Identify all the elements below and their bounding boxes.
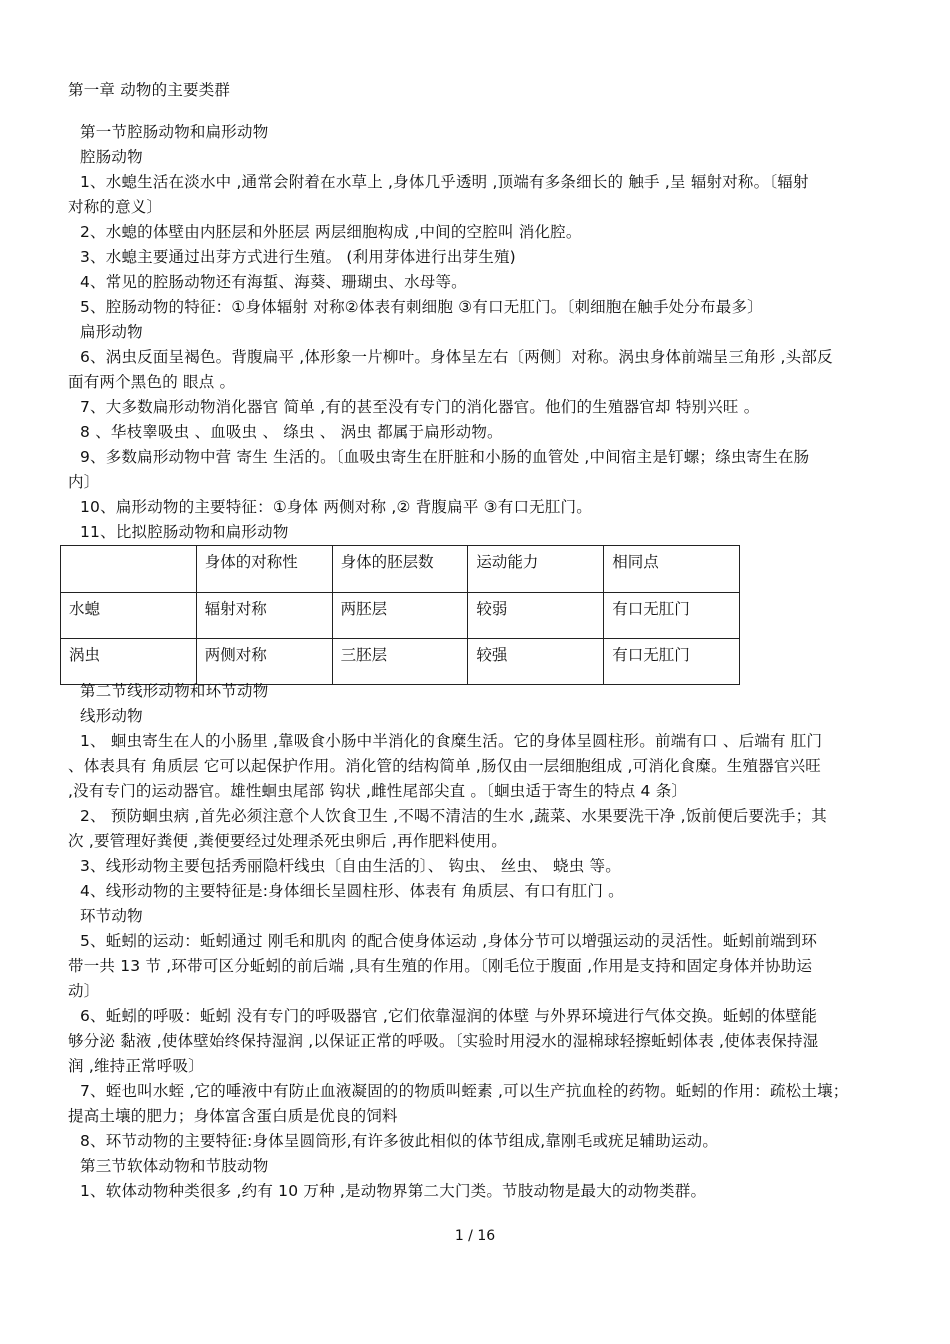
paragraph-line: 次 ,要管理好粪便 ,粪便要经过处理杀死虫卵后 ,再作肥料使用。 [68, 832, 507, 850]
paragraph-line: 1、 蛔虫寄生在人的小肠里 ,靠吸食小肠中半消化的食糜生活。它的身体呈圆柱形。前端有口 、后端有 肛门 [80, 732, 823, 750]
paragraph-line: 5、腔肠动物的特征：①身体辐射 对称②体表有刺细胞 ③有口无肛门。〔刺细胞在触手处分布最多〕 [80, 298, 763, 316]
table-cell: 涡虫 [61, 639, 197, 685]
paragraph-line: 面有两个黑色的 眼点 。 [68, 373, 236, 391]
paragraph-line: 6、蚯蚓的呼吸：蚯蚓 没有专门的呼吸器官 ,它们依靠湿润的体壁 与外界环境进行气体交换。蚯蚓的体壁能 [80, 1007, 818, 1025]
table-cell: 两胚层 [332, 593, 468, 639]
paragraph-line: 4、线形动物的主要特征是:身体细长呈圆柱形、体表有 角质层、有口有肛门 。 [80, 882, 624, 900]
paragraph-line: 提高土壤的肥力；身体富含蛋白质是优良的饲料 [68, 1107, 398, 1125]
paragraph-line: 11、比拟腔肠动物和扁形动物 [80, 523, 289, 541]
paragraph-line: 9、多数扁形动物中营 寄生 生活的。〔血吸虫寄生在肝脏和小肠的血管处 ,中间宿主是钉螺；绦虫寄生在肠 [80, 448, 810, 466]
table-header-cell [61, 546, 197, 593]
paragraph-line: 6、涡虫反面呈褐色。背腹扁平 ,体形象一片柳叶。身体呈左右〔两侧〕对称。涡虫身体前端呈三角形 ,头部反 [80, 348, 833, 366]
subsection-title: 环节动物 [80, 907, 143, 925]
paragraph-line: 10、扁形动物的主要特征：①身体 两侧对称 ,② 背腹扁平 ③有口无肛门。 [80, 498, 592, 516]
page-number: 1 / 16 [454, 1228, 496, 1244]
paragraph-line: ,没有专门的运动器官。雄性蛔虫尾部 钩状 ,雌性尾部尖直 。〔蛔虫适于寄生的特点 4 条〕 [68, 782, 688, 800]
table-row [61, 593, 740, 639]
table-cell: 辐射对称 [196, 593, 332, 639]
paragraph-line: 3、水螅主要通过出芽方式进行生殖。 (利用芽体进行出芽生殖) [80, 248, 516, 266]
table-cell: 较强 [468, 639, 604, 685]
table-row [61, 639, 740, 685]
table-cell: 有口无肛门 [604, 593, 740, 639]
paragraph-line: 2、水螅的体壁由内胚层和外胚层 两层细胞构成 ,中间的空腔叫 消化腔。 [80, 223, 582, 241]
paragraph-line: 内〕 [68, 473, 100, 491]
section-title: 第三节软体动物和节肢动物 [80, 1157, 269, 1175]
table-header-cell: 身体的对称性 [196, 546, 332, 593]
paragraph-line: 动〕 [68, 982, 100, 1000]
paragraph-line: 、体表具有 角质层 它可以起保护作用。消化管的结构简单 ,肠仅由一层细胞组成 ,可消化食糜。生殖器官兴旺 [68, 757, 821, 775]
paragraph-line: 7、蛭也叫水蛭 ,它的唾液中有防止血液凝固的的物质叫蛭素 ,可以生产抗血栓的药物。蚯蚓的作用：疏松土壤； [80, 1082, 849, 1100]
table-header-cell: 身体的胚层数 [332, 546, 468, 593]
table-header-cell: 相同点 [604, 546, 740, 593]
chapter-title: 第一章 动物的主要类群 [68, 81, 231, 99]
table-header-row [61, 546, 740, 593]
subsection-title: 线形动物 [80, 707, 143, 725]
table-header-cell: 运动能力 [468, 546, 604, 593]
paragraph-line: 够分泌 黏液 ,使体壁始终保持湿润 ,以保证正常的呼吸。〔实验时用浸水的湿棉球轻擦蚯蚓体表 ,使体表保持湿 [68, 1032, 819, 1050]
paragraph-line: 1、水螅生活在淡水中 ,通常会附着在水草上 ,身体几乎透明 ,顶端有多条细长的 触手 ,呈 辐射对称。〔辐射 [80, 173, 809, 191]
paragraph-line: 8 、华枝睾吸虫 、血吸虫 、 绦虫 、 涡虫 都属于扁形动物。 [80, 423, 503, 441]
comparison-table [60, 545, 740, 685]
section-title: 第二节线形动物和环节动物 [80, 682, 269, 700]
paragraph-line: 2、 预防蛔虫病 ,首先必须注意个人饮食卫生 ,不喝不清洁的生水 ,蔬菜、水果要洗干净 ,饭前便后要洗手；其 [80, 807, 828, 825]
table-cell: 水螅 [61, 593, 197, 639]
table-cell: 两侧对称 [196, 639, 332, 685]
table-cell: 三胚层 [332, 639, 468, 685]
paragraph-line: 4、常见的腔肠动物还有海蜇、海葵、珊瑚虫、水母等。 [80, 273, 467, 291]
paragraph-line: 3、线形动物主要包括秀丽隐杆线虫〔自由生活的〕、 钩虫、 丝虫、 蛲虫 等。 [80, 857, 621, 875]
paragraph-line: 7、大多数扁形动物消化器官 简单 ,有的甚至没有专门的消化器官。他们的生殖器官却 特别兴旺 。 [80, 398, 760, 416]
paragraph-line: 8、环节动物的主要特征:身体呈圆筒形,有许多彼此相似的体节组成,靠刚毛或疣足辅助运动。 [80, 1132, 719, 1150]
subsection-title: 扁形动物 [80, 323, 143, 341]
paragraph-line: 对称的意义〕 [68, 198, 163, 216]
paragraph-line: 1、软体动物种类很多 ,约有 10 万种 ,是动物界第二大门类。节肢动物是最大的动物类群。 [80, 1182, 707, 1200]
paragraph-line: 5、蚯蚓的运动：蚯蚓通过 刚毛和肌肉 的配合使身体运动 ,身体分节可以增强运动的灵活性。蚯蚓前端到环 [80, 932, 818, 950]
paragraph-line: 润 ,维持正常呼吸〕 [68, 1057, 204, 1075]
subsection-title: 腔肠动物 [80, 148, 143, 166]
section-title: 第一节腔肠动物和扁形动物 [80, 123, 269, 141]
table-cell: 有口无肛门 [604, 639, 740, 685]
table-cell: 较弱 [468, 593, 604, 639]
paragraph-line: 带一共 13 节 ,环带可区分蚯蚓的前后端 ,具有生殖的作用。〔刚毛位于腹面 ,作用是支持和固定身体并协助运 [68, 957, 813, 975]
